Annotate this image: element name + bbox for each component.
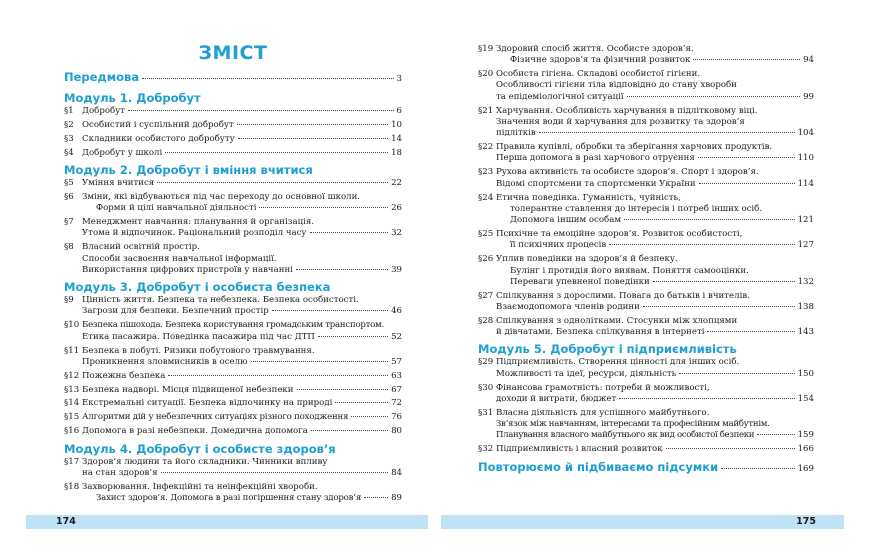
leader-dots [539, 132, 795, 133]
toc-entry-s24[interactable] [478, 193, 814, 227]
leader-dots [699, 183, 795, 184]
section-title-cont: Взаємодопомога членів родини [496, 301, 640, 312]
page-number: 26 [391, 203, 402, 214]
page-number: 127 [797, 240, 814, 251]
page-number: 132 [797, 276, 814, 287]
page-number: 32 [391, 228, 402, 239]
section-title: Правила купівлі, обробки та зберігання харчових продуктів. [496, 142, 773, 153]
page-number: 18 [391, 147, 402, 158]
section-title-cont: Значення води й харчування для розвитку та здоров’я [496, 116, 745, 127]
toc-entry-s5[interactable] [64, 178, 402, 189]
section-title: Фінансова грамотність: потреби й можливості, [496, 382, 710, 393]
module-2-heading[interactable]: Модуль 2. Добробут і вміння вчитися [64, 162, 313, 177]
page-number: 110 [797, 153, 814, 164]
section-title: Складники особистого добробуту [82, 133, 235, 144]
section-title-cont: Можливості та ідеї, ресурси, діяльність [496, 368, 677, 379]
section-title-cont: Фізичне здоров’я та фізичний розвиток [510, 55, 691, 66]
section-title-cont: Зв’язок між навчанням, інтересами та професійним майбутнім. [496, 419, 770, 430]
page-number: 76 [391, 412, 402, 423]
page-number: 39 [391, 264, 402, 275]
toc-entry-s23[interactable] [478, 167, 814, 190]
section-number: §21 [478, 105, 494, 116]
page-number: 104 [797, 128, 814, 139]
toc-entry-s6[interactable] [64, 192, 402, 215]
section-number: §7 [64, 217, 74, 228]
toc-entry-s19[interactable] [478, 44, 814, 67]
toc-entry-s32[interactable] [478, 444, 814, 455]
section-title: Безпека надворі. Місця підвищеної небезпеки [82, 384, 294, 395]
left-page-footer-bar [26, 515, 428, 529]
section-number: §15 [64, 412, 80, 423]
page-number: 10 [391, 119, 402, 130]
section-number: §17 [64, 456, 80, 467]
section-title: Безпека в побуті. Ризики побутового травмування. [82, 345, 315, 356]
leader-dots [698, 157, 795, 158]
section-number: §11 [64, 345, 80, 356]
toc-entry-s14[interactable] [64, 398, 402, 409]
leader-dots [238, 138, 388, 139]
toc-right-column [478, 44, 814, 477]
section-title-cont: Утома й відпочинок. Раціональний розподіл часу [82, 228, 307, 239]
section-title-cont: підлітків [496, 128, 536, 139]
toc-entry-s2[interactable] [64, 120, 402, 131]
toc-entry-s3[interactable] [64, 134, 402, 145]
section-number: §13 [64, 384, 80, 395]
toc-entry-s25[interactable] [478, 229, 814, 252]
leader-dots [161, 472, 389, 473]
summary-label: Повторюємо й підбиваємо підсумки [478, 459, 719, 474]
section-title: Добробут [82, 106, 125, 116]
section-number: §5 [64, 177, 74, 188]
section-number: §4 [64, 147, 74, 158]
section-number: §28 [478, 315, 494, 326]
right-page [435, 0, 870, 553]
section-title: Цінність життя. Безпека та небезпека. Безпека особистості. [82, 295, 359, 306]
leader-dots [707, 331, 794, 332]
summary-page: 169 [797, 463, 814, 474]
module-5-heading[interactable]: Модуль 5. Добробут і підприємливість [478, 342, 737, 357]
leader-dots [666, 448, 795, 449]
leader-dots [311, 430, 388, 431]
page-number: 143 [797, 327, 814, 338]
leader-dots [627, 96, 800, 97]
page-number: 63 [391, 370, 402, 381]
section-number: §27 [478, 290, 494, 301]
leader-dots [364, 497, 388, 498]
section-number: §24 [478, 192, 494, 203]
section-number: §19 [478, 44, 494, 54]
section-number: §12 [64, 370, 80, 381]
section-number: §31 [478, 407, 494, 418]
section-title: Добробут у школі [82, 147, 163, 158]
section-title: Власна діяльність для успішного майбутнього. [496, 407, 710, 418]
leader-dots [643, 306, 795, 307]
section-title-cont: на стан здоров’я [82, 467, 158, 478]
section-number: §18 [64, 481, 80, 492]
module-1-heading[interactable]: Модуль 1. Добробут [64, 91, 201, 105]
leader-dots [157, 182, 388, 183]
section-title-cont: Булінг і протидія його виявам. Поняття самооцінки. [510, 265, 749, 276]
foreword-page: 3 [396, 74, 402, 84]
leader-dots [128, 110, 394, 111]
page-number: 99 [803, 91, 814, 102]
leader-dots [142, 78, 393, 79]
toc-entry-s1[interactable] [64, 106, 402, 117]
leader-dots [168, 375, 388, 376]
leader-dots [693, 59, 800, 60]
page-number: 72 [391, 398, 402, 409]
section-title-cont: Допомога іншим особам [510, 215, 622, 226]
section-title: Спілкування з дорослими. Повага до батьків і вчителів. [496, 290, 750, 301]
foreword-label: Передмова [64, 70, 140, 84]
section-title: Екстремальні ситуації. Безпека відпочинку на природі [82, 398, 333, 409]
toc-entry-s28[interactable] [478, 316, 814, 339]
toc-summary[interactable] [478, 460, 814, 477]
page-number: 138 [797, 301, 814, 312]
right-page-number: 175 [796, 516, 816, 527]
section-number: §22 [478, 142, 494, 153]
section-number: §23 [478, 167, 494, 178]
toc-entry-s9[interactable] [64, 295, 402, 318]
section-number: §8 [64, 242, 74, 253]
leader-dots [619, 398, 794, 399]
section-number: §25 [478, 229, 494, 240]
leader-dots [297, 389, 389, 390]
toc-entry-s17[interactable] [64, 457, 402, 480]
section-number: §1 [64, 106, 74, 116]
toc-entry-s4[interactable] [64, 148, 402, 159]
toc-entry-s10[interactable] [64, 320, 402, 343]
section-title: Психічне та емоційне здоров’я. Розвиток особистості, [496, 229, 743, 240]
section-title-cont: Планування власного майбутнього як вид особистої безпеки [496, 430, 755, 441]
toc-entry-s16[interactable] [64, 426, 402, 437]
toc-entry-s26[interactable] [478, 254, 814, 288]
section-title-cont: та епідеміологічної ситуації [496, 91, 624, 102]
page-number: 159 [797, 430, 814, 441]
toc-entry-s13[interactable] [64, 385, 402, 396]
section-title: Харчування. Особливість харчування в підлітковому віці. [496, 105, 758, 116]
section-number: §3 [64, 133, 74, 144]
leader-dots [259, 207, 388, 208]
section-title-cont: її психічних процесів [510, 240, 607, 251]
page-number: 22 [391, 177, 402, 188]
page-number: 80 [391, 426, 402, 437]
section-number: §2 [64, 119, 74, 130]
page-number: 52 [391, 331, 402, 342]
section-title: Зміни, які відбуваються під час переходу до основної школи. [82, 191, 361, 202]
section-number: §29 [478, 357, 494, 368]
leader-dots [335, 402, 388, 403]
toc-entry-s18[interactable] [64, 482, 402, 505]
section-title: Уміння вчитися [82, 177, 155, 188]
section-title: Підприємливість і власний розвиток [496, 444, 663, 455]
section-number: §16 [64, 426, 80, 437]
toc-entry-s20[interactable] [478, 69, 814, 103]
toc-entry-s27[interactable] [478, 291, 814, 314]
section-number: §20 [478, 69, 494, 80]
section-title: Особиста гігієна. Складові особистої гігієни. [496, 69, 701, 80]
toc-entry-s7[interactable] [64, 217, 402, 240]
section-title-cont: й дівчатами. Безпека спілкування в інтернеті [496, 327, 705, 338]
section-title-cont: Особливості гігієни тіла відповідно до стану хвороби [496, 80, 737, 91]
section-title-cont: Етика пасажира. Поведінка пасажира під час ДТП [82, 331, 315, 342]
toc-entry-s31[interactable] [478, 408, 814, 442]
left-page-number: 174 [56, 516, 76, 527]
page-number: 89 [391, 493, 402, 504]
section-title-cont: Проникнення зловмисників в оселю [82, 356, 248, 367]
leader-dots [165, 152, 388, 153]
section-title-cont: доходи й витрати, бюджет [496, 393, 617, 404]
leader-dots [272, 310, 388, 311]
section-title-cont: Форми й цілі навчальної діяльності [96, 203, 257, 214]
section-title-cont: Використання цифрових пристроїв у навчанні [82, 264, 293, 275]
section-title: Підприємливість. Створення цінності для інших осіб. [496, 357, 740, 368]
section-title-cont: Відомі спортсмени та спортсменки України [496, 178, 696, 189]
page-number: 14 [391, 133, 402, 144]
leader-dots [757, 434, 794, 435]
module-3-heading[interactable]: Модуль 3. Добробут і особиста безпека [64, 280, 331, 295]
leader-dots [318, 336, 388, 337]
page-number: 57 [391, 356, 402, 367]
section-number: §30 [478, 382, 494, 393]
section-title: Безпека пішохода. Безпека користування громадським транспортом. [82, 320, 384, 331]
leader-dots [251, 361, 389, 362]
section-title: Етична поведінка. Гуманність, чуйність, [496, 192, 681, 203]
section-title: Спілкування з однолітками. Стосунки між хлопцями [496, 315, 738, 326]
leader-dots [609, 244, 794, 245]
toc-entry-s22[interactable] [478, 142, 814, 165]
section-title-cont: Захист здоров’я. Допомога в разі погіршення стану здоров’я [96, 493, 362, 504]
leader-dots [296, 269, 388, 270]
toc-foreword[interactable] [64, 70, 402, 87]
leader-dots [624, 219, 795, 220]
section-title-cont: Загрози для безпеки. Безпечний простір [82, 306, 269, 317]
section-title: Уплив поведінки на здоров’я й безпеку. [496, 254, 678, 265]
section-title: Пожежна безпека [82, 370, 166, 381]
section-number: §9 [64, 295, 74, 306]
toc-entry-s29[interactable] [478, 357, 814, 380]
page-number: 166 [797, 444, 814, 455]
page-number: 94 [803, 55, 814, 66]
section-title: Здоров’я людини та його складники. Чинники впливу [82, 456, 328, 467]
section-number: §32 [478, 444, 494, 455]
section-title-cont: Переваги упевненої поведінки [510, 276, 650, 287]
toc-entry-s15[interactable] [64, 412, 402, 423]
leader-dots [679, 373, 794, 374]
leader-dots [237, 124, 388, 125]
page-number: 6 [396, 106, 402, 116]
leader-dots [721, 468, 794, 469]
section-title-cont: толерантне ставлення до інтересів і потреб інших осіб. [510, 203, 763, 214]
page-number: 46 [391, 306, 402, 317]
section-title-cont: Способи засвоєння навчальної інформації. [82, 253, 277, 264]
toc-title: ЗМІСТ [198, 42, 268, 64]
module-4-heading[interactable]: Модуль 4. Добробут і особисте здоров’я [64, 441, 336, 456]
toc-entry-s21[interactable] [478, 106, 814, 140]
section-title: Менеджмент навчання: планування й організація. [82, 217, 315, 228]
section-title: Особистий і суспільний добробут [82, 119, 234, 130]
page-number: 84 [391, 467, 402, 478]
section-title: Власний освітній простір. [82, 242, 200, 253]
section-number: §10 [64, 320, 80, 331]
toc-entry-s11[interactable] [64, 346, 402, 369]
page-number: 150 [797, 368, 814, 379]
section-title-cont: Перша допомога в разі харчового отруєння [496, 153, 695, 164]
leader-dots [351, 416, 388, 417]
section-number: §14 [64, 398, 80, 409]
section-title: Захворювання. Інфекційні та неінфекційні хвороби. [82, 481, 318, 492]
page-number: 121 [797, 215, 814, 226]
page-number: 114 [797, 178, 814, 189]
section-title: Алгоритми дій у небезпечних ситуаціях різного походження [82, 412, 349, 423]
right-page-footer-bar [441, 515, 844, 529]
toc-entry-s12[interactable] [64, 371, 402, 382]
page-number: 67 [391, 384, 402, 395]
section-title: Здоровий спосіб життя. Особисте здоров’я. [496, 44, 694, 54]
toc-left-column [64, 42, 402, 507]
leader-dots [653, 281, 795, 282]
section-title: Допомога в разі небезпеки. Домедична допомога [82, 426, 308, 437]
leader-dots [310, 232, 389, 233]
page-number: 154 [797, 393, 814, 404]
section-number: §6 [64, 191, 74, 202]
toc-entry-s8[interactable] [64, 242, 402, 276]
toc-entry-s30[interactable] [478, 383, 814, 406]
section-title: Рухова активність та особисте здоров’я. Спорт і здоров’я. [496, 167, 759, 178]
section-number: §26 [478, 254, 494, 265]
